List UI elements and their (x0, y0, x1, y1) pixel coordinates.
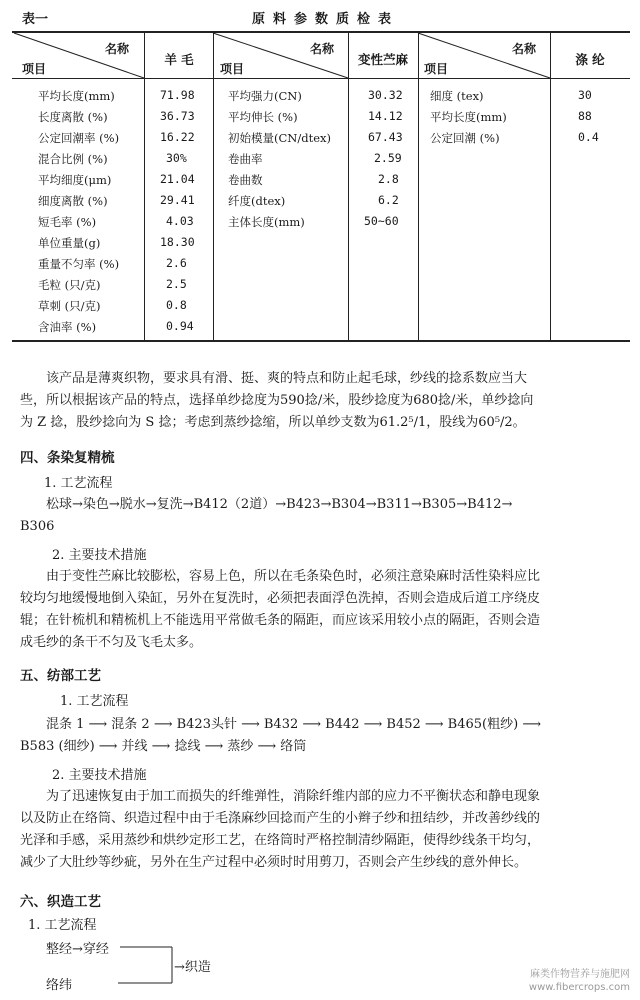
section-5-tech-paragraph (20, 786, 620, 874)
row-label: 平均细度(μm) (38, 173, 112, 187)
row-value: 0.4 (578, 130, 599, 144)
table-title: 原料参数质检表 (252, 12, 400, 27)
row-value: 2.5 (166, 277, 187, 291)
text-line: 辊；在针梳机和精梳机上不能选用平常做毛条的隔距，而应该采用较小点的隔距，否则会造 (20, 613, 541, 628)
row-value: 88 (578, 109, 592, 123)
row-label: 草刺 (只/克) (38, 299, 101, 313)
section-6-flow-heading: 1. 工艺流程 (28, 918, 97, 933)
row-label: 卷曲数 (228, 173, 263, 187)
text-line: 减少了大肚纱等纱疵，另外在生产过程中必须时时用剪刀，否则会产生纱线的意外伸长。 (20, 855, 528, 870)
watermark-line: 麻类作物营养与施肥网 (530, 969, 630, 980)
header-material-1: 羊 毛 (164, 52, 194, 67)
row-label: 短毛率 (%) (38, 215, 97, 229)
section-5-tech-heading: 2. 主要技术措施 (52, 768, 147, 783)
row-value: 30 (578, 88, 592, 102)
header-name-1: 名称 (105, 42, 130, 56)
flow-line: B306 (20, 519, 55, 534)
row-label: 混合比例 (%) (38, 152, 108, 166)
row-label: 含油率 (%) (38, 320, 97, 334)
header-name-3: 名称 (512, 42, 537, 56)
row-value: 14.12 (368, 109, 403, 123)
row-label: 平均长度(mm) (38, 89, 115, 103)
section-4-tech-paragraph (20, 566, 620, 654)
header-item-1: 项目 (22, 62, 47, 76)
text-line: 为了迅速恢复由于加工而损失的纤维弹性，消除纤维内部的应力不平衡状态和静电现象 (46, 789, 541, 804)
row-label: 卷曲率 (228, 152, 263, 166)
row-label: 细度离散 (%) (38, 194, 108, 208)
section-4-flow-heading: 1. 工艺流程 (44, 476, 113, 491)
flow-merge: →织造 (174, 960, 211, 975)
intro-paragraph (20, 368, 620, 434)
row-label: 重量不匀率 (%) (38, 257, 120, 271)
row-label: 纤度(dtex) (228, 194, 286, 208)
text-line: 以及防止在络筒、织造过程中由于毛涤麻纱回捻而产生的小辫子纱和扭结纱，并改善纱线的 (20, 811, 541, 826)
row-value: 36.73 (160, 109, 195, 123)
section-4-flow (20, 494, 630, 538)
section-4-tech-heading: 2. 主要技术措施 (52, 548, 147, 563)
row-value: 2.6 (166, 256, 187, 270)
section-5-flow-heading: 1. 工艺流程 (60, 694, 129, 709)
section-5-heading: 五、纺部工艺 (20, 668, 101, 684)
row-label: 毛粒 (只/克) (38, 278, 101, 292)
header-item-2: 项目 (220, 62, 245, 76)
row-value: 30% (166, 151, 187, 165)
row-value: 0.94 (166, 319, 194, 333)
row-label: 平均伸长 (%) (228, 110, 298, 124)
text-line: 该产品是薄爽织物，要求具有滑、挺、爽的特点和防止起毛球，纱线的捻系数应当大 (46, 371, 528, 386)
section-4-heading: 四、条染复精梳 (20, 450, 115, 466)
row-label: 公定回潮 (%) (430, 131, 500, 145)
flow-line: 混条 1 ⟶ 混条 2 ⟶ B423头针 ⟶ B432 ⟶ B442 ⟶ B452 ⟶ B465(粗纱) ⟶ (46, 717, 541, 732)
text-line: 较均匀地缓慢地倒入染缸，另外在复洗时，必须把表面浮色洗掉，否则会造成后道工序绕皮 (20, 591, 541, 606)
row-value: 67.43 (368, 130, 403, 144)
section-6-heading: 六、织造工艺 (20, 894, 101, 910)
row-label: 单位重量(g) (38, 236, 101, 250)
row-value: 50~60 (364, 214, 399, 228)
text-line: 为 Z 捻，股纱捻向为 S 捻；考虑到蒸纱捻缩，所以单纱支数为61.2⁵/1，股线为60⁵/2。 (20, 415, 526, 430)
flow-line: 松球→染色→脱水→复洗→B412（2道）→B423→B304→B311→B305→B412→ (46, 497, 513, 512)
row-label: 细度 (tex) (430, 89, 484, 103)
row-value: 2.8 (378, 172, 399, 186)
row-value: 71.98 (160, 88, 195, 102)
watermark (529, 968, 630, 994)
text-line: 些，所以根据该产品的特点，选择单纱捻度为590捻/米，股纱捻度为680捻/米，单纱捻向 (20, 393, 534, 408)
row-value: 30.32 (368, 88, 403, 102)
row-label: 平均强力(CN) (228, 89, 302, 103)
text-line: 由于变性苎麻比较膨松，容易上色，所以在毛条染色时，必须注意染麻时活性染料应比 (46, 569, 541, 584)
row-value: 16.22 (160, 130, 195, 144)
row-value: 29.41 (160, 193, 195, 207)
header-name-2: 名称 (310, 42, 335, 56)
header-material-3: 涤 纶 (575, 52, 605, 67)
header-item-3: 项目 (424, 62, 449, 76)
row-value: 4.03 (166, 214, 194, 228)
row-label: 长度离散 (%) (38, 110, 108, 124)
row-label: 公定回潮率 (%) (38, 131, 120, 145)
row-value: 2.59 (374, 151, 402, 165)
header-material-2: 变性苎麻 (357, 52, 408, 67)
flow-branch-bottom: 络纬 (46, 978, 73, 993)
row-value: 0.8 (166, 298, 187, 312)
table-label: 表一 (22, 12, 49, 27)
row-value: 18.30 (160, 235, 195, 249)
flow-line: B583 (细纱) ⟶ 并线 ⟶ 捻线 ⟶ 蒸纱 ⟶ 络筒 (20, 739, 307, 754)
watermark-line: www.fibercrops.com (528, 982, 630, 993)
row-value: 21.04 (160, 172, 195, 186)
row-label: 初始模量(CN/dtex) (228, 131, 331, 145)
flow-branch-top: 整经→穿经 (46, 942, 109, 957)
section-5-flow (20, 714, 630, 758)
text-line: 成毛纱的条干不匀及飞毛太多。 (20, 635, 203, 650)
row-label: 平均长度(mm) (430, 110, 507, 124)
row-label: 主体长度(mm) (228, 215, 305, 229)
text-line: 光泽和手感，采用蒸纱和烘纱定形工艺，在络筒时严格控制清纱隔距，使得纱线条干均匀， (20, 833, 541, 848)
row-value: 6.2 (378, 193, 399, 207)
